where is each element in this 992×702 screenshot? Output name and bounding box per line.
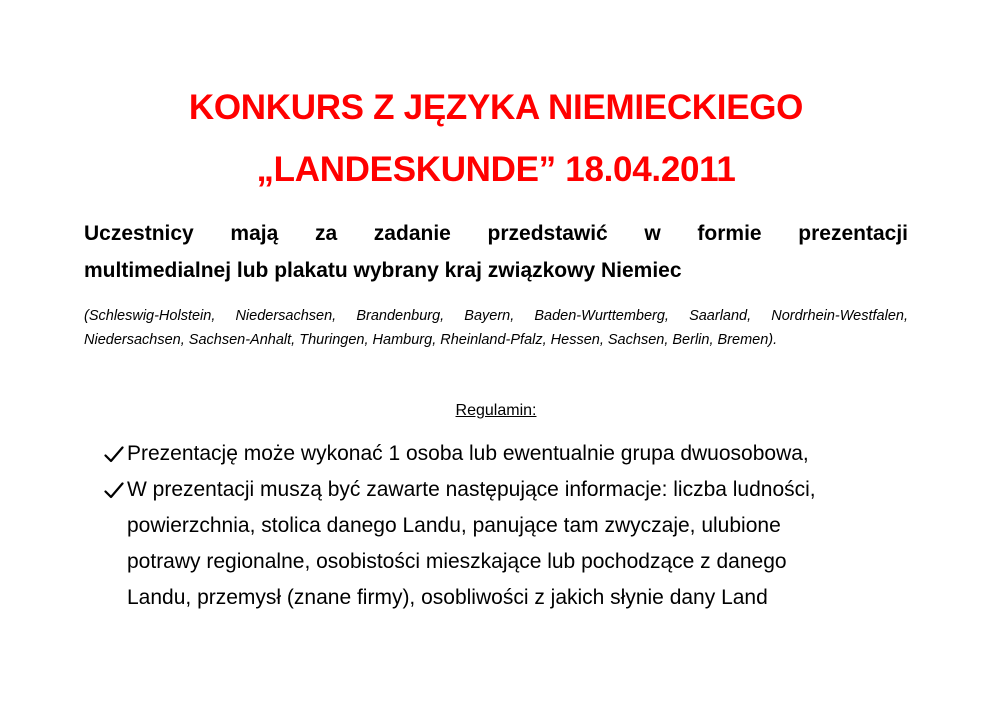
- rule-text: W prezentacji muszą być zawarte następujące informacje: liczba ludności,: [127, 478, 816, 501]
- page-title-line-2: „LANDESKUNDE” 18.04.2011: [256, 150, 736, 189]
- rule-text: Landu, przemysł (znane firmy), osobliwości z jakich słynie dany Land: [127, 586, 768, 609]
- states-list: (Schleswig-Holstein, Niedersachsen, Brandenburg, Bayern, Baden-Wurttemberg, Saarland, Nordrhein-Westfalen, Niedersachsen, Sachsen-Anhalt, Thuringen, Hamburg, Rheinland-Pfalz, Hessen, Sachsen, Berlin, Bremen).: [84, 308, 908, 348]
- page-title-line-1: KONKURS Z JĘZYKA NIEMIECKIEGO: [188, 88, 804, 127]
- task-description-line-1: Uczestnicy mają za zadanie przedstawić w formie prezentacji: [84, 222, 908, 245]
- rule-continuation: [0, 545, 992, 579]
- check-icon: [104, 437, 126, 471]
- task-description-line-2: multimedialnej lub plakatu wybrany kraj związkowy Niemiec: [84, 259, 682, 282]
- rule-text: potrawy regionalne, osobistości mieszkające lub pochodzące z danego: [127, 550, 787, 573]
- rules-heading: Regulamin:: [455, 402, 537, 419]
- rule-item: [0, 437, 992, 471]
- rule-text: Prezentację może wykonać 1 osoba lub ewentualnie grupa dwuosobowa,: [127, 442, 809, 465]
- rule-continuation: [0, 509, 992, 543]
- rule-continuation: [0, 581, 992, 615]
- rule-item: [0, 473, 992, 507]
- check-icon: [104, 473, 126, 507]
- rule-text: powierzchnia, stolica danego Landu, panujące tam zwyczaje, ulubione: [127, 514, 781, 537]
